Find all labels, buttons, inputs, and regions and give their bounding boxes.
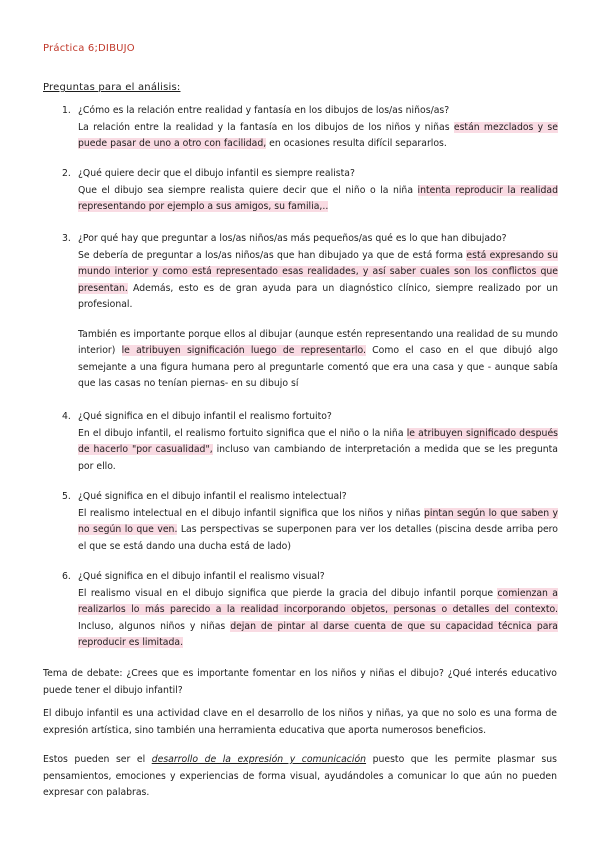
answer-part: en ocasiones resulta difícil separarlos.	[266, 138, 447, 149]
underlined-text: desarrollo de la expresión y comunicación	[151, 754, 367, 765]
highlighted-text: le atribuyen significación luego de representarlo.	[121, 345, 366, 356]
highlighted-text: están mezclados y se puede pasar de uno a otro con facilidad,	[78, 121, 558, 149]
answer-part: Las perspectivas se superponen para ver los detalles (piscina desde arriba pero el que se está dando una ducha está de lado)	[78, 524, 558, 552]
highlighted-text: comienzan a realizarlos lo más parecido a la realidad incorporando objetos, personas o detalles del contexto.	[78, 587, 558, 615]
question-text: ¿Qué significa en el dibujo infantil el realismo fortuito?	[78, 411, 332, 422]
answer-text	[78, 248, 558, 393]
answer-part: La relación entre la realidad y la fantasía en los dibujos de los niños y niñas	[78, 121, 454, 133]
question-number: 3.	[62, 233, 71, 244]
question-number: 1.	[62, 105, 71, 116]
debate-question: Tema de debate: ¿Crees que es importante fomentar en los niños y niñas el dibujo? ¿Qué interés educativo puede tener el dibujo infantil?	[43, 668, 557, 696]
highlighted-text: está expresando su mundo interior y como está representado esas realidades, y así saber cuales son los conflictos que presentan.	[78, 249, 558, 294]
answer-part: Que el dibujo sea siempre realista quiere decir que el niño o la niña	[78, 184, 418, 196]
question-item	[62, 489, 558, 555]
answer-text	[78, 506, 558, 556]
paragraph-part: puesto que les permite plasmar sus pensamientos, emociones y experiencias de forma visual, ayudándoles a comunicar lo que aún no pueden expresar con palabras.	[43, 754, 557, 798]
document-title: Práctica 6;DIBUJO	[43, 43, 135, 54]
paragraph-part: Estos pueden ser el	[43, 754, 152, 765]
question-text: ¿Qué significa en el dibujo infantil el realismo visual?	[78, 571, 325, 582]
highlighted-text: intenta reproducir la realidad representando por ejemplo a sus amigos, su familia,..	[78, 184, 558, 212]
question-number: 4.	[62, 411, 71, 422]
question-item	[62, 569, 558, 652]
answer-text	[78, 586, 558, 652]
answer-part: El realismo visual en el dibujo significa que pierde la gracia del dibujo infantil porque	[78, 587, 498, 599]
highlighted-text: le atribuyen significado después de hacerlo "por casualidad",	[78, 427, 559, 455]
question-item	[62, 103, 558, 153]
highlighted-text: dejan de pintar al darse cuenta de que su capacidad técnica para reproducir es limitada.	[78, 620, 558, 648]
section-subtitle: Preguntas para el análisis:	[43, 82, 181, 93]
question-number: 6.	[62, 571, 71, 582]
answer-part: En el dibujo infantil, el realismo fortuito significa que el niño o la niña	[78, 427, 407, 439]
answer-part: También es importante porque ellos al dibujar (aunque estén representando una realidad de su mundo interior)	[78, 328, 558, 356]
debate-paragraph: El dibujo infantil es una actividad clave en el desarrollo de los niños y niñas, ya que no solo es una forma de expresión artística, sino también una herramienta educativa que aporta numerosos beneficios.	[43, 708, 557, 736]
question-number: 2.	[62, 168, 71, 179]
highlighted-text: pintan según lo que saben y no según lo que ven.	[78, 507, 558, 535]
question-item	[62, 231, 558, 393]
answer-part: El realismo intelectual en el dibujo infantil significa que los niños y niñas	[78, 507, 424, 519]
answer-part: incluso van cambiando de interpretación a medida que se les pregunta por ello.	[78, 444, 559, 472]
answer-text	[78, 120, 558, 153]
answer-part: Como el caso en el que dibujó algo semejante a una figura humana pero al preguntarle comentó que era una casa y que - aunque sabía que las casas no tenían piernas- en su dibujo sí	[78, 345, 558, 389]
question-item	[62, 166, 558, 216]
question-number: 5.	[62, 491, 71, 502]
question-text: ¿Qué significa en el dibujo infantil el realismo intelectual?	[78, 491, 347, 502]
question-text: ¿Qué quiere decir que el dibujo infantil es siempre realista?	[78, 168, 355, 179]
answer-part: Se debería de preguntar a los/as niños/as que han dibujado ya que de está forma	[78, 249, 467, 261]
question-text: ¿Cómo es la relación entre realidad y fantasía en los dibujos de los/as niños/as?	[78, 105, 450, 116]
question-text: ¿Por qué hay que preguntar a los/as niños/as más pequeños/as qué es lo que han dibujado?	[78, 233, 507, 244]
answer-part: Además, esto es de gran ayuda para un diagnóstico clínico, siempre realizado por un profesional.	[78, 282, 558, 310]
answer-text	[78, 426, 558, 476]
debate-paragraph	[43, 752, 557, 802]
answer-text	[78, 183, 558, 216]
question-item	[62, 409, 558, 475]
answer-part: Incluso, algunos niños y niñas	[78, 620, 231, 632]
